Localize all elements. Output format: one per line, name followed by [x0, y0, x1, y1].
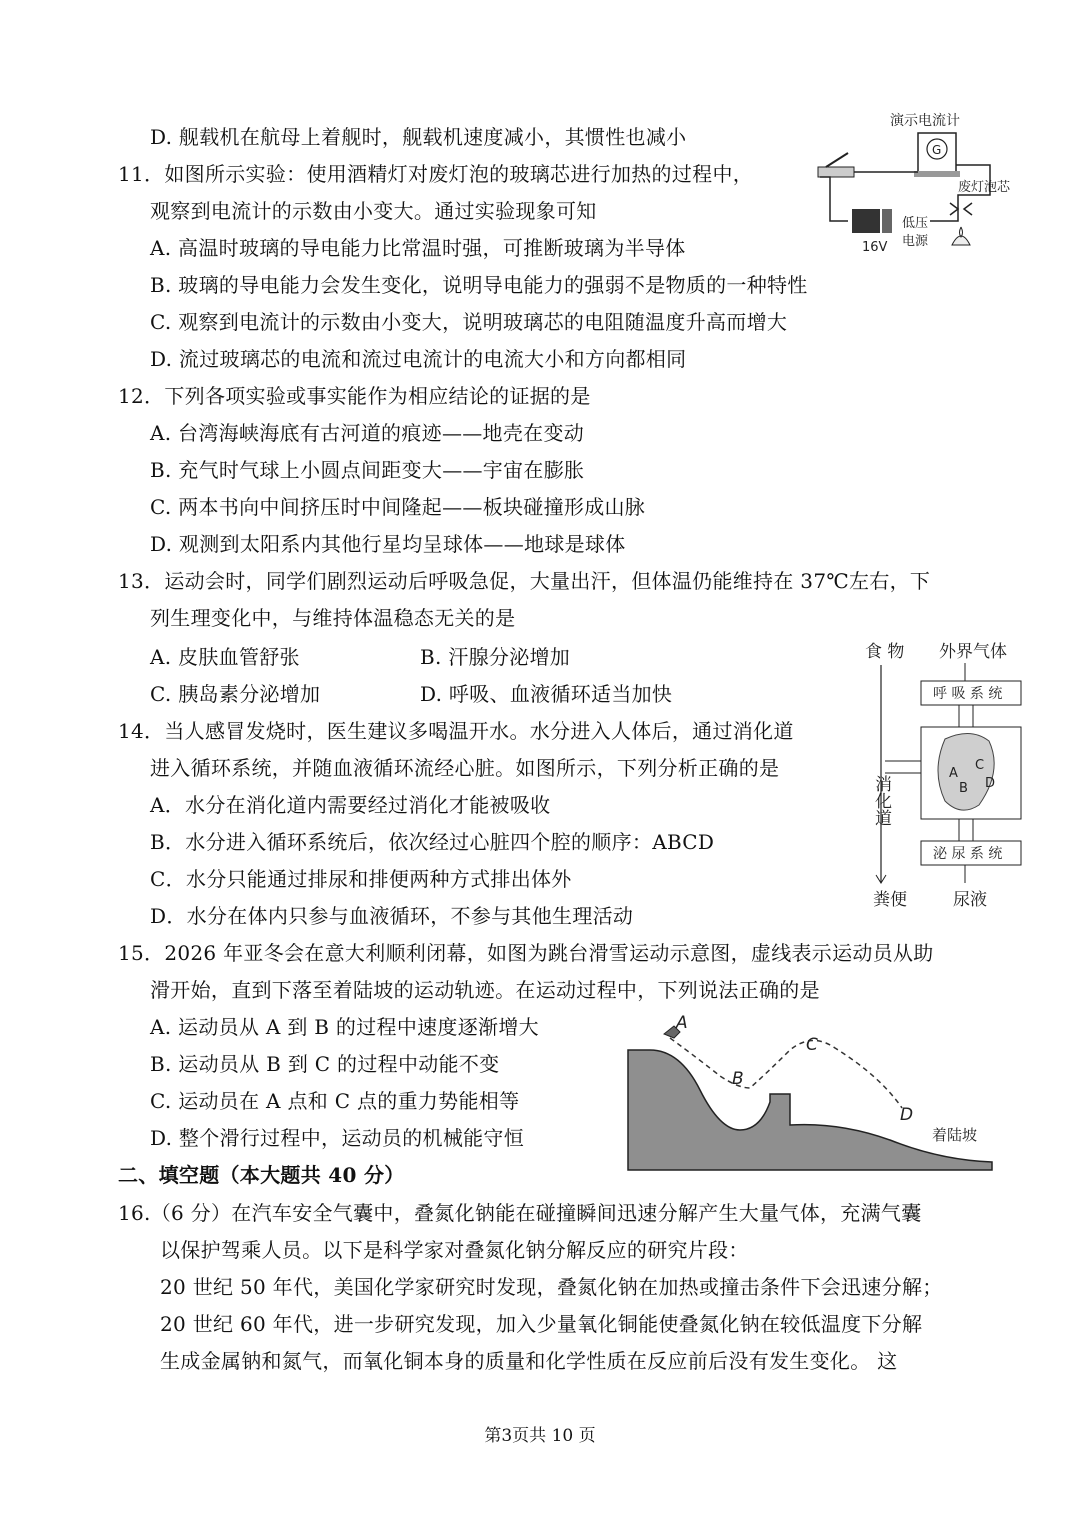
q15-stem-line2: 滑开始，直到下落至着陆坡的运动轨迹。在运动过程中，下列说法正确的是 — [150, 978, 820, 1002]
source-label-1: 低压 — [902, 216, 929, 231]
switch-lever — [826, 153, 848, 167]
slope-profile — [628, 1050, 992, 1170]
respiratory-label: 呼 吸 系 统 — [933, 686, 1003, 702]
point-d-label: D — [900, 1105, 914, 1125]
q15-stem-line1: 15．2026 年亚冬会在意大利顺利闭幕，如图为跳台滑雪运动示意图，虚线表示运动员从助 — [118, 941, 934, 965]
physiology-figure — [855, 635, 1035, 915]
battery-cap — [882, 209, 892, 233]
q15-option-d: D. 整个滑行过程中，运动员的机械能守恒 — [150, 1126, 525, 1150]
feces-label: 粪便 — [873, 890, 907, 910]
q11-stem-line1: 11．如图所示实验：使用酒精灯对废灯泡的玻璃芯进行加热的过程中， — [118, 162, 754, 186]
chamber-c: C — [975, 758, 985, 773]
q11-stem-line2: 观察到电流计的示数由小变大。通过实验现象可知 — [150, 199, 597, 223]
bulb-label: 废灯泡芯 — [958, 180, 1011, 195]
circuit-figure — [800, 105, 1030, 265]
q16-line4: 20 世纪 60 年代，进一步研究发现，加入少量氧化铜能使叠氮化钠在较低温度下分解 — [160, 1312, 923, 1336]
wire-left — [820, 177, 848, 221]
q13-option-d: D. 呼吸、血液循环适当加快 — [420, 682, 673, 706]
q11-option-b: B. 玻璃的导电能力会发生变化，说明导电能力的强弱不是物质的一种特性 — [150, 273, 808, 297]
q16-line2: 以保护驾乘人员。以下是科学家对叠氮化钠分解反应的研究片段： — [160, 1238, 749, 1262]
q12-option-a: A. 台湾海峡海底有古河道的痕迹——地壳在变动 — [150, 421, 585, 445]
meter-letter: G — [932, 143, 942, 157]
q16-line3: 20 世纪 50 年代，美国化学家研究时发现，叠氮化钠在加热或撞击条件下会迅速分解； — [160, 1275, 943, 1299]
point-a-label: A — [676, 1013, 688, 1033]
voltage-label: 16V — [862, 240, 888, 255]
q10-option-d: D. 舰载机在航母上着舰时，舰载机速度减小，其惯性也减小 — [150, 125, 687, 149]
q14-stem-line1: 14．当人感冒发烧时，医生建议多喝温开水。水分进入人体后，通过消化道 — [118, 719, 794, 743]
q15-option-b: B. 运动员从 B 到 C 的过程中动能不变 — [150, 1052, 500, 1076]
source-label-2: 电源 — [902, 234, 929, 249]
q14-option-b: B．水分进入循环系统后，依次经过心脏四个腔的顺序：ABCD — [150, 830, 715, 854]
q13-option-a: A. 皮肤血管舒张 — [150, 645, 300, 669]
q11-option-d: D. 流过玻璃芯的电流和流过电流计的电流大小和方向都相同 — [150, 347, 687, 371]
q15-option-c: C. 运动员在 A 点和 C 点的重力势能相等 — [150, 1089, 520, 1113]
digestive-tract-label: 消化道 — [871, 775, 891, 826]
chamber-a: A — [949, 766, 958, 781]
battery — [852, 209, 880, 233]
q15-option-a: A. 运动员从 A 到 B 的过程中速度逐渐增大 — [150, 1015, 539, 1039]
point-c-label: C — [806, 1035, 818, 1055]
page-footer: 第3页共 10 页 — [484, 1426, 596, 1446]
q13-stem-line1: 13．运动会时，同学们剧烈运动后呼吸急促，大量出汗，但体温仍能维持在 37℃左右，下 — [118, 569, 931, 593]
q14-option-a: A．水分在消化道内需要经过消化才能被吸收 — [150, 793, 551, 817]
food-label: 食 物 — [865, 642, 905, 662]
q12-option-b: B. 充气时气球上小圆点间距变大——宇宙在膨胀 — [150, 458, 585, 482]
q14-stem-line2: 进入循环系统，并随血液循环流经心脏。如图所示，下列分析正确的是 — [150, 756, 780, 780]
q13-stem-line2: 列生理变化中，与维持体温稳态无关的是 — [150, 606, 516, 630]
q12-stem: 12．下列各项实验或事实能作为相应结论的证据的是 — [118, 384, 591, 408]
outer-air-label: 外界气体 — [939, 642, 1007, 662]
q11-option-a: A. 高温时玻璃的导电能力比常温时强，可推断玻璃为半导体 — [150, 236, 686, 260]
bulb-core — [950, 203, 972, 215]
q16-line5: 生成金属钠和氮气，而氧化铜本身的质量和化学性质在反应前后没有发生变化。 这 — [160, 1349, 898, 1373]
meter-base — [914, 171, 960, 177]
q13-option-c: C. 胰岛素分泌增加 — [150, 682, 321, 706]
q14-option-d: D．水分在体内只参与血液循环，不参与其他生理活动 — [150, 904, 634, 928]
q12-option-c: C. 两本书向中间挤压时中间隆起——板块碰撞形成山脉 — [150, 495, 646, 519]
point-b-label: B — [732, 1069, 744, 1089]
q16-line1: 16.（6 分）在汽车安全气囊中，叠氮化钠能在碰撞瞬间迅速分解产生大量气体，充满气囊 — [118, 1201, 922, 1225]
q12-option-d: D. 观测到太阳系内其他行星均呈球体——地球是球体 — [150, 532, 626, 556]
q13-option-b: B. 汗腺分泌增加 — [420, 645, 571, 669]
q11-option-c: C. 观察到电流计的示数由小变大，说明玻璃芯的电阻随温度升高而增大 — [150, 310, 788, 334]
urine-label: 尿液 — [953, 890, 987, 910]
ski-jump-figure — [620, 1010, 1000, 1175]
meter-label: 演示电流计 — [890, 113, 960, 129]
chamber-d: D — [985, 776, 996, 791]
landing-slope-label: 着陆坡 — [932, 1126, 978, 1144]
q14-option-c: C．水分只能通过排尿和排便两种方式排出体外 — [150, 867, 572, 891]
switch — [818, 167, 854, 177]
chamber-b: B — [959, 781, 968, 796]
urinary-label: 泌 尿 系 统 — [933, 846, 1003, 862]
section-2-title: 二、填空题（本大题共 40 分） — [118, 1163, 405, 1187]
